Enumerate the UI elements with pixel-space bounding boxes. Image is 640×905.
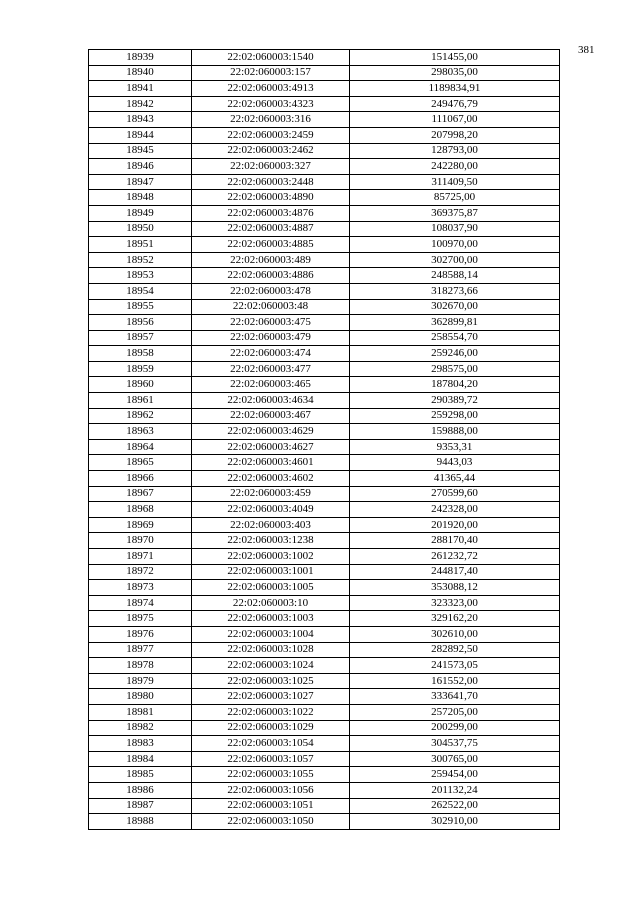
table-row [89,330,560,346]
cadastral-number-cell: 22:02:060003:459 [192,486,350,502]
cadastral-number-cell: 22:02:060003:403 [192,517,350,533]
row-number-cell: 18958 [89,346,192,362]
cadastral-value-cell: 298575,00 [350,361,560,377]
table-row [89,689,560,705]
cadastral-number-cell: 22:02:060003:475 [192,315,350,331]
table-row [89,595,560,611]
table-row [89,190,560,206]
row-number-cell: 18966 [89,471,192,487]
row-number-cell: 18940 [89,65,192,81]
table-row [89,455,560,471]
table-row [89,533,560,549]
row-number-cell: 18972 [89,564,192,580]
cadastral-value-cell: 249476,79 [350,96,560,112]
row-number-cell: 18978 [89,658,192,674]
cadastral-number-cell: 22:02:060003:1025 [192,673,350,689]
cadastral-number-cell: 22:02:060003:1029 [192,720,350,736]
table-row [89,283,560,299]
row-number-cell: 18985 [89,767,192,783]
cadastral-number-cell: 22:02:060003:489 [192,252,350,268]
table-row [89,549,560,565]
table-row [89,751,560,767]
cadastral-number-cell: 22:02:060003:1050 [192,814,350,830]
row-number-cell: 18945 [89,143,192,159]
row-number-cell: 18973 [89,580,192,596]
cadastral-value-cell: 262522,00 [350,798,560,814]
cadastral-number-cell: 22:02:060003:1056 [192,782,350,798]
row-number-cell: 18946 [89,159,192,175]
table-row [89,814,560,830]
cadastral-value-cell: 242328,00 [350,502,560,518]
table-row [89,346,560,362]
row-number-cell: 18964 [89,439,192,455]
row-number-cell: 18939 [89,50,192,66]
table-row [89,377,560,393]
table-row [89,112,560,128]
table-row [89,299,560,315]
cadastral-number-cell: 22:02:060003:465 [192,377,350,393]
cadastral-number-cell: 22:02:060003:1003 [192,611,350,627]
cadastral-number-cell: 22:02:060003:4627 [192,439,350,455]
cadastral-number-cell: 22:02:060003:4323 [192,96,350,112]
row-number-cell: 18968 [89,502,192,518]
table-row [89,720,560,736]
table-row [89,65,560,81]
cadastral-value-cell: 128793,00 [350,143,560,159]
cadastral-number-cell: 22:02:060003:1054 [192,736,350,752]
cadastral-value-cell: 257205,00 [350,704,560,720]
cadastral-number-cell: 22:02:060003:1005 [192,580,350,596]
cadastral-value-cell: 300765,00 [350,751,560,767]
cadastral-number-cell: 22:02:060003:4049 [192,502,350,518]
row-number-cell: 18952 [89,252,192,268]
table-row [89,159,560,175]
table-row [89,782,560,798]
table-row [89,237,560,253]
row-number-cell: 18962 [89,408,192,424]
table-row [89,127,560,143]
row-number-cell: 18957 [89,330,192,346]
cadastral-value-cell: 259454,00 [350,767,560,783]
cadastral-value-table [88,49,560,830]
table-row [89,517,560,533]
row-number-cell: 18959 [89,361,192,377]
row-number-cell: 18987 [89,798,192,814]
cadastral-value-cell: 302910,00 [350,814,560,830]
row-number-cell: 18942 [89,96,192,112]
cadastral-number-cell: 22:02:060003:1004 [192,626,350,642]
table-row [89,736,560,752]
cadastral-number-cell: 22:02:060003:1002 [192,549,350,565]
table-row [89,361,560,377]
table-row [89,704,560,720]
cadastral-number-cell: 22:02:060003:1024 [192,658,350,674]
cadastral-number-cell: 22:02:060003:2448 [192,174,350,190]
table-row [89,642,560,658]
row-number-cell: 18947 [89,174,192,190]
cadastral-value-cell: 329162,20 [350,611,560,627]
cadastral-value-cell: 151455,00 [350,50,560,66]
cadastral-number-cell: 22:02:060003:4634 [192,393,350,409]
cadastral-number-cell: 22:02:060003:1022 [192,704,350,720]
cadastral-number-cell: 22:02:060003:1001 [192,564,350,580]
table-row [89,143,560,159]
table-row [89,564,560,580]
cadastral-value-cell: 244817,40 [350,564,560,580]
cadastral-number-cell: 22:02:060003:1540 [192,50,350,66]
table-row [89,471,560,487]
table-row [89,268,560,284]
row-number-cell: 18981 [89,704,192,720]
table-row [89,502,560,518]
table-row [89,174,560,190]
cadastral-number-cell: 22:02:060003:4629 [192,424,350,440]
cadastral-number-cell: 22:02:060003:467 [192,408,350,424]
row-number-cell: 18943 [89,112,192,128]
row-number-cell: 18969 [89,517,192,533]
table-row [89,439,560,455]
row-number-cell: 18982 [89,720,192,736]
cadastral-number-cell: 22:02:060003:477 [192,361,350,377]
table-row [89,798,560,814]
cadastral-number-cell: 22:02:060003:4602 [192,471,350,487]
cadastral-value-cell: 259298,00 [350,408,560,424]
row-number-cell: 18961 [89,393,192,409]
table-body [89,50,560,830]
cadastral-number-cell: 22:02:060003:4601 [192,455,350,471]
table-row [89,486,560,502]
cadastral-value-cell: 270599,60 [350,486,560,502]
cadastral-number-cell: 22:02:060003:316 [192,112,350,128]
cadastral-value-cell: 282892,50 [350,642,560,658]
cadastral-value-cell: 41365,44 [350,471,560,487]
cadastral-number-cell: 22:02:060003:4913 [192,81,350,97]
row-number-cell: 18974 [89,595,192,611]
cadastral-number-cell: 22:02:060003:479 [192,330,350,346]
cadastral-number-cell: 22:02:060003:1027 [192,689,350,705]
row-number-cell: 18956 [89,315,192,331]
row-number-cell: 18950 [89,221,192,237]
cadastral-value-cell: 311409,50 [350,174,560,190]
cadastral-value-cell: 201920,00 [350,517,560,533]
cadastral-value-cell: 111067,00 [350,112,560,128]
row-number-cell: 18975 [89,611,192,627]
cadastral-number-cell: 22:02:060003:1238 [192,533,350,549]
table-row [89,626,560,642]
cadastral-number-cell: 22:02:060003:157 [192,65,350,81]
cadastral-value-cell: 302610,00 [350,626,560,642]
cadastral-value-cell: 288170,40 [350,533,560,549]
row-number-cell: 18955 [89,299,192,315]
row-number-cell: 18941 [89,81,192,97]
table-row [89,252,560,268]
cadastral-number-cell: 22:02:060003:327 [192,159,350,175]
table-row [89,81,560,97]
row-number-cell: 18986 [89,782,192,798]
cadastral-value-cell: 207998,20 [350,127,560,143]
table-row [89,393,560,409]
row-number-cell: 18988 [89,814,192,830]
cadastral-value-cell: 290389,72 [350,393,560,409]
cadastral-number-cell: 22:02:060003:1055 [192,767,350,783]
row-number-cell: 18953 [89,268,192,284]
page-number: 381 [578,44,595,56]
row-number-cell: 18965 [89,455,192,471]
cadastral-number-cell: 22:02:060003:1051 [192,798,350,814]
cadastral-value-cell: 304537,75 [350,736,560,752]
cadastral-value-cell: 248588,14 [350,268,560,284]
cadastral-value-cell: 161552,00 [350,673,560,689]
table-row [89,611,560,627]
cadastral-number-cell: 22:02:060003:2462 [192,143,350,159]
cadastral-value-cell: 259246,00 [350,346,560,362]
table-row [89,221,560,237]
table-row [89,408,560,424]
cadastral-value-cell: 323323,00 [350,595,560,611]
row-number-cell: 18980 [89,689,192,705]
cadastral-value-cell: 258554,70 [350,330,560,346]
row-number-cell: 18979 [89,673,192,689]
cadastral-number-cell: 22:02:060003:1028 [192,642,350,658]
row-number-cell: 18949 [89,205,192,221]
row-number-cell: 18977 [89,642,192,658]
cadastral-value-cell: 187804,20 [350,377,560,393]
row-number-cell: 18963 [89,424,192,440]
table-row [89,767,560,783]
cadastral-value-cell: 100970,00 [350,237,560,253]
cadastral-value-cell: 333641,70 [350,689,560,705]
cadastral-number-cell: 22:02:060003:4887 [192,221,350,237]
row-number-cell: 18960 [89,377,192,393]
cadastral-value-cell: 318273,66 [350,283,560,299]
cadastral-number-cell: 22:02:060003:478 [192,283,350,299]
cadastral-value-cell: 302670,00 [350,299,560,315]
table-row [89,424,560,440]
cadastral-value-cell: 9443,03 [350,455,560,471]
cadastral-number-cell: 22:02:060003:48 [192,299,350,315]
cadastral-value-cell: 241573,05 [350,658,560,674]
row-number-cell: 18983 [89,736,192,752]
cadastral-value-cell: 302700,00 [350,252,560,268]
cadastral-value-cell: 201132,24 [350,782,560,798]
cadastral-value-cell: 298035,00 [350,65,560,81]
cadastral-value-cell: 362899,81 [350,315,560,331]
cadastral-value-cell: 108037,90 [350,221,560,237]
row-number-cell: 18970 [89,533,192,549]
cadastral-value-cell: 261232,72 [350,549,560,565]
cadastral-value-cell: 85725,00 [350,190,560,206]
cadastral-number-cell: 22:02:060003:1057 [192,751,350,767]
cadastral-number-cell: 22:02:060003:4885 [192,237,350,253]
cadastral-number-cell: 22:02:060003:4876 [192,205,350,221]
row-number-cell: 18948 [89,190,192,206]
cadastral-number-cell: 22:02:060003:10 [192,595,350,611]
row-number-cell: 18976 [89,626,192,642]
cadastral-number-cell: 22:02:060003:2459 [192,127,350,143]
table-row [89,673,560,689]
cadastral-value-cell: 369375,87 [350,205,560,221]
row-number-cell: 18984 [89,751,192,767]
cadastral-number-cell: 22:02:060003:4890 [192,190,350,206]
cadastral-value-cell: 9353,31 [350,439,560,455]
cadastral-value-cell: 200299,00 [350,720,560,736]
table-row [89,315,560,331]
table-row [89,658,560,674]
cadastral-number-cell: 22:02:060003:4886 [192,268,350,284]
row-number-cell: 18971 [89,549,192,565]
cadastral-value-cell: 1189834,91 [350,81,560,97]
cadastral-value-cell: 159888,00 [350,424,560,440]
row-number-cell: 18967 [89,486,192,502]
cadastral-number-cell: 22:02:060003:474 [192,346,350,362]
row-number-cell: 18954 [89,283,192,299]
table-row [89,50,560,66]
row-number-cell: 18944 [89,127,192,143]
table-row [89,580,560,596]
table-row [89,205,560,221]
cadastral-value-cell: 242280,00 [350,159,560,175]
row-number-cell: 18951 [89,237,192,253]
cadastral-value-cell: 353088,12 [350,580,560,596]
table-row [89,96,560,112]
